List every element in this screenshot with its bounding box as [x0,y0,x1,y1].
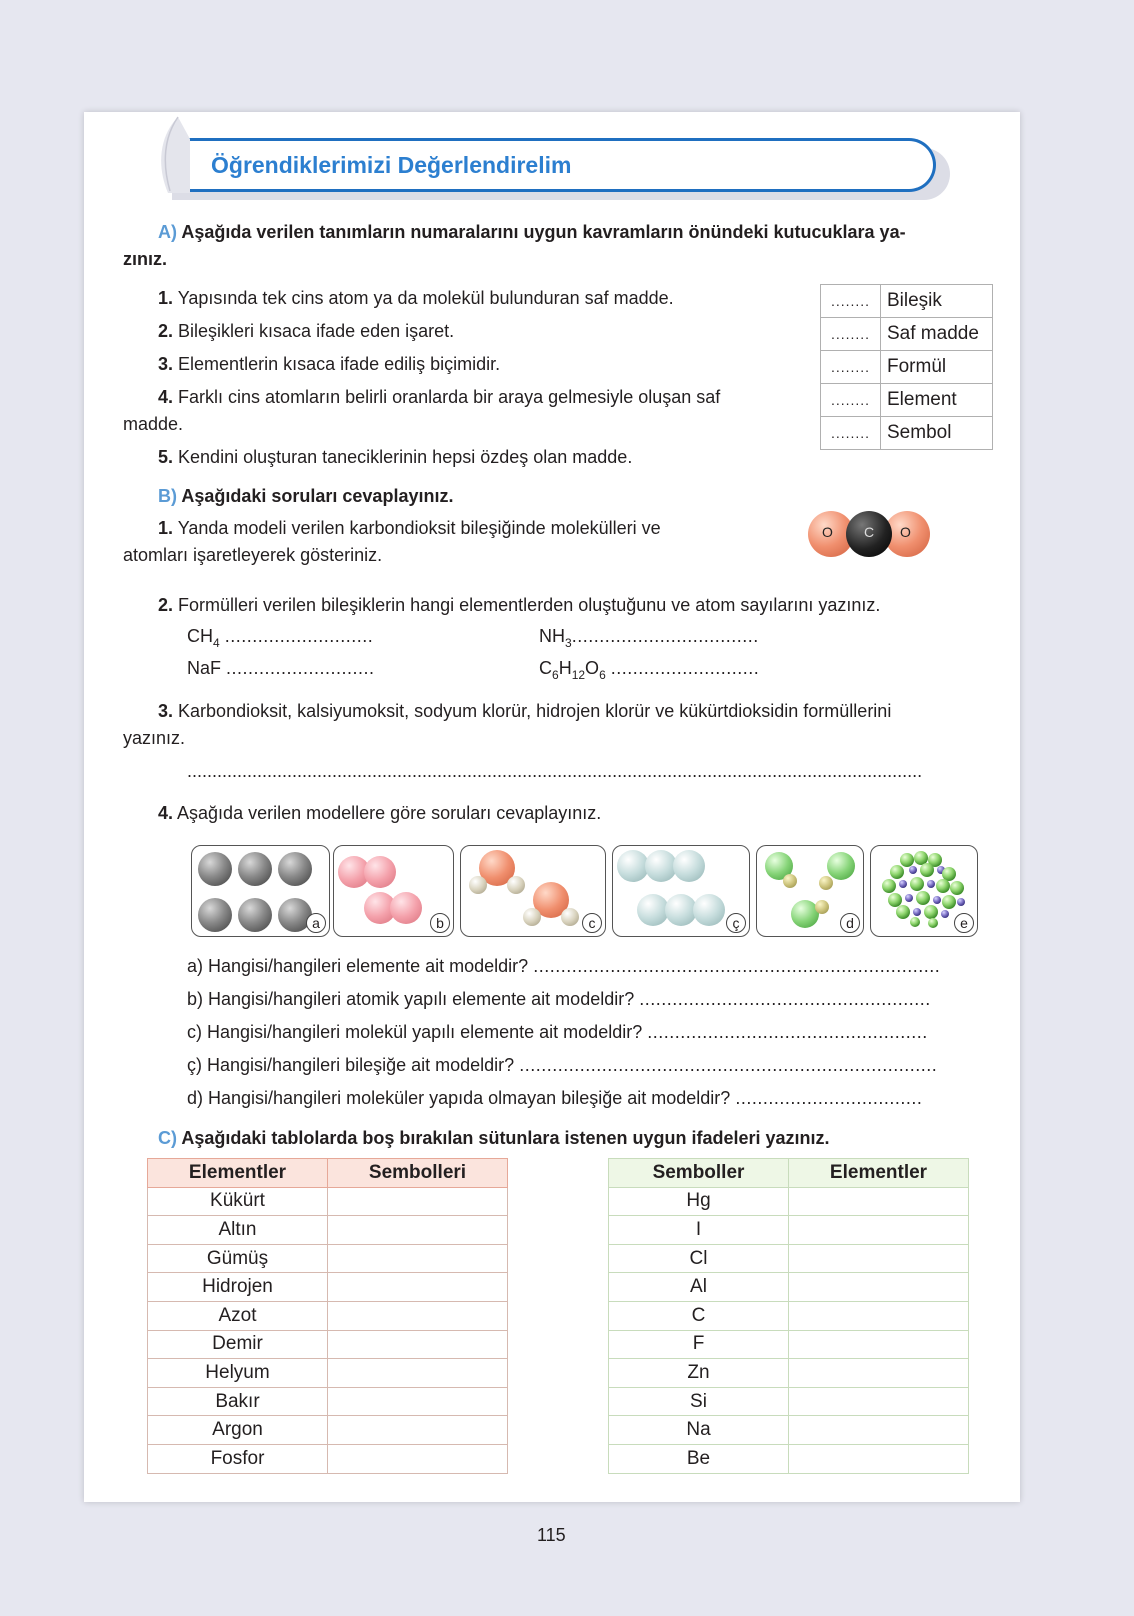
model-question-c-cedilla: ç) Hangisi/hangileri bileşiğe ait modeldir? ............................................................................ [187,1055,938,1075]
answer-blank-1[interactable]: ........ [821,285,881,318]
atom [198,852,232,886]
table-cell: I [609,1216,789,1245]
table-row [609,1216,969,1245]
table-row [148,1273,508,1302]
model-question-d: d) Hangisi/hangileri moleküler yapıda olmayan bileşiğe ait modeldir? .................................. [187,1088,923,1108]
atom [819,876,833,890]
answer-cell[interactable] [328,1216,508,1245]
question-b3-cont: yazınız. [123,728,186,748]
column-header: Sembolleri [328,1159,508,1188]
answer-blank-2[interactable]: ........ [821,318,881,351]
concept-answer-box [820,284,993,450]
definition-5: 5. Kendini oluşturan taneciklerinin hepsi özdeş olan madde. [158,447,633,467]
section-b-instruction: B) Aşağıdaki soruları cevaplayınız. [158,486,454,506]
table-row [609,1187,969,1216]
table-row [148,1187,508,1216]
column-header: Semboller [609,1159,789,1188]
table-cell: Hidrojen [148,1273,328,1302]
atom [390,892,422,924]
formula-nh3: $NH_3$.................................. [539,626,759,650]
answer-dots[interactable]: ................................................... [647,1022,928,1042]
atom [783,874,797,888]
atom-label-o1: O [822,524,833,540]
atom [673,850,705,882]
table-row [609,1330,969,1359]
section-a-instruction: A) Aşağıda verilen tanımların numaralarını uygun kavramların önündeki kutucuklara ya- [158,222,906,242]
table-cell: Hg [609,1187,789,1216]
model-label-c: c [582,913,602,933]
definition-3: 3. Elementlerin kısaca ifade ediliş biçimidir. [158,354,501,374]
page-number: 115 [537,1525,566,1545]
table-cell: Bakır [148,1387,328,1416]
model-d [756,845,864,937]
co2-molecule-model [808,511,930,557]
formula-glucose: $C_6H_{12}O_6$ ........................... [539,658,760,682]
table-header-row [609,1159,969,1188]
column-header: Elementler [148,1159,328,1188]
formula-naf: NaF ........................... [187,658,375,678]
table-cell: Al [609,1273,789,1302]
table-cell: Zn [609,1359,789,1388]
question-b2: 2. Formülleri verilen bileşiklerin hangi elementlerden oluştuğunu ve atom sayılarını yazınız. [158,595,881,615]
atom [523,908,541,926]
section-a-instruction-cont: zınız. [123,249,167,269]
model-question-b: b) Hangisi/hangileri atomik yapılı elemente ait modeldir? ..................................................... [187,989,931,1009]
table-cell: Kükürt [148,1187,328,1216]
table-cell: Na [609,1416,789,1445]
atom [507,876,525,894]
answer-dots[interactable]: ............................................................................ [519,1055,938,1075]
model-label-c-cedilla: ç [726,913,746,933]
elements-table [147,1158,508,1474]
term-element: Element [881,384,993,417]
table-row [148,1387,508,1416]
atom-label-c: C [864,524,875,540]
model-b [333,845,454,937]
model-question-c: c) Hangisi/hangileri molekül yapılı elemente ait modeldir? ................................................... [187,1022,928,1042]
answer-cell[interactable] [328,1273,508,1302]
answer-blank-4[interactable]: ........ [821,384,881,417]
table-cell: Argon [148,1416,328,1445]
atom [238,852,272,886]
table-cell: Azot [148,1301,328,1330]
page-title: Öğrendiklerimizi Değerlendirelim [211,152,572,178]
column-header: Elementler [789,1159,969,1188]
table-cell: Si [609,1387,789,1416]
answer-cell[interactable] [328,1387,508,1416]
table-cell: Cl [609,1244,789,1273]
answer-blank-3[interactable]: ........ [821,351,881,384]
answer-blank-5[interactable]: ........ [821,417,881,450]
table-cell: C [609,1301,789,1330]
atom [827,852,855,880]
table-cell: F [609,1330,789,1359]
term-sembol: Sembol [881,417,993,450]
table-cell: Fosfor [148,1444,328,1473]
table-cell: Demir [148,1330,328,1359]
atom [693,894,725,926]
table-row [609,1359,969,1388]
table-cell: Gümüş [148,1244,328,1273]
answer-cell[interactable] [328,1359,508,1388]
answer-cell[interactable] [789,1244,969,1273]
answer-cell[interactable] [789,1187,969,1216]
answer-cell[interactable] [789,1216,969,1245]
table-row [148,1444,508,1473]
answer-cell[interactable] [789,1330,969,1359]
term-formul: Formül [881,351,993,384]
atom [469,876,487,894]
answer-cell[interactable] [328,1301,508,1330]
atom [815,900,829,914]
model-a [191,845,330,937]
formula-ch4: $CH_4$ ........................... [187,626,374,650]
table-row [148,1216,508,1245]
model-label-b: b [430,913,450,933]
page-curl-icon [150,115,190,195]
model-label-e: e [954,913,974,933]
definition-4: 4. Farklı cins atomların belirli oranlarda bir araya gelmesiyle oluşan saf [158,387,721,407]
question-b1: 1. Yanda modeli verilen karbondioksit bileşiğinde molekülleri ve [158,518,661,538]
symbols-table [608,1158,969,1474]
atom [561,908,579,926]
atom [364,856,396,888]
term-saf-madde: Saf madde [881,318,993,351]
answer-line-b3[interactable]: ................................................................................................................................................... [187,761,923,781]
answer-cell[interactable] [328,1444,508,1473]
table-row [148,1244,508,1273]
table-row [148,1301,508,1330]
answer-dots[interactable]: .......................................................................... [533,956,941,976]
table-row [609,1244,969,1273]
model-question-a: a) Hangisi/hangileri elemente ait modeldir? .......................................................................... [187,956,941,976]
answer-cell[interactable] [328,1416,508,1445]
answer-cell[interactable] [328,1330,508,1359]
question-b4: 4. Aşağıda verilen modellere göre soruları cevaplayınız. [158,803,602,823]
table-row [148,1416,508,1445]
table-row [609,1444,969,1473]
definition-1: 1. Yapısında tek cins atom ya da molekül bulunduran saf madde. [158,288,674,308]
answer-cell[interactable] [789,1444,969,1473]
answer-cell[interactable] [789,1416,969,1445]
model-e [870,845,978,937]
atom [238,898,272,932]
definition-4-cont: madde. [123,414,184,434]
table-row [609,1387,969,1416]
table-row [148,1330,508,1359]
answer-dots[interactable]: .................................. [735,1088,923,1108]
question-b1-cont: atomları işaretleyerek gösteriniz. [123,545,383,565]
model-label-d: d [840,913,860,933]
answer-cell[interactable] [328,1244,508,1273]
answer-cell[interactable] [789,1273,969,1302]
table-header-row [148,1159,508,1188]
atom [278,852,312,886]
table-cell: Be [609,1444,789,1473]
answer-cell[interactable] [789,1387,969,1416]
answer-cell[interactable] [789,1359,969,1388]
table-row [609,1416,969,1445]
table-cell: Helyum [148,1359,328,1388]
question-b3: 3. Karbondioksit, kalsiyumoksit, sodyum klorür, hidrojen klorür ve kükürtdioksidin formüllerini [158,701,892,721]
table-cell: Altın [148,1216,328,1245]
model-label-a: a [306,913,326,933]
atom [198,898,232,932]
definition-2: 2. Bileşikleri kısaca ifade eden işaret. [158,321,455,341]
atom-label-o2: O [900,524,911,540]
model-c-cedilla [612,845,750,937]
term-bilesik: Bileşik [881,285,993,318]
answer-cell[interactable] [328,1187,508,1216]
table-row [609,1301,969,1330]
answer-cell[interactable] [789,1301,969,1330]
model-c [460,845,606,937]
table-row [609,1273,969,1302]
answer-dots[interactable]: ..................................................... [639,989,931,1009]
section-c-instruction: C) Aşağıdaki tablolarda boş bırakılan sütunlara istenen uygun ifadeleri yazınız. [158,1128,830,1148]
table-row [148,1359,508,1388]
